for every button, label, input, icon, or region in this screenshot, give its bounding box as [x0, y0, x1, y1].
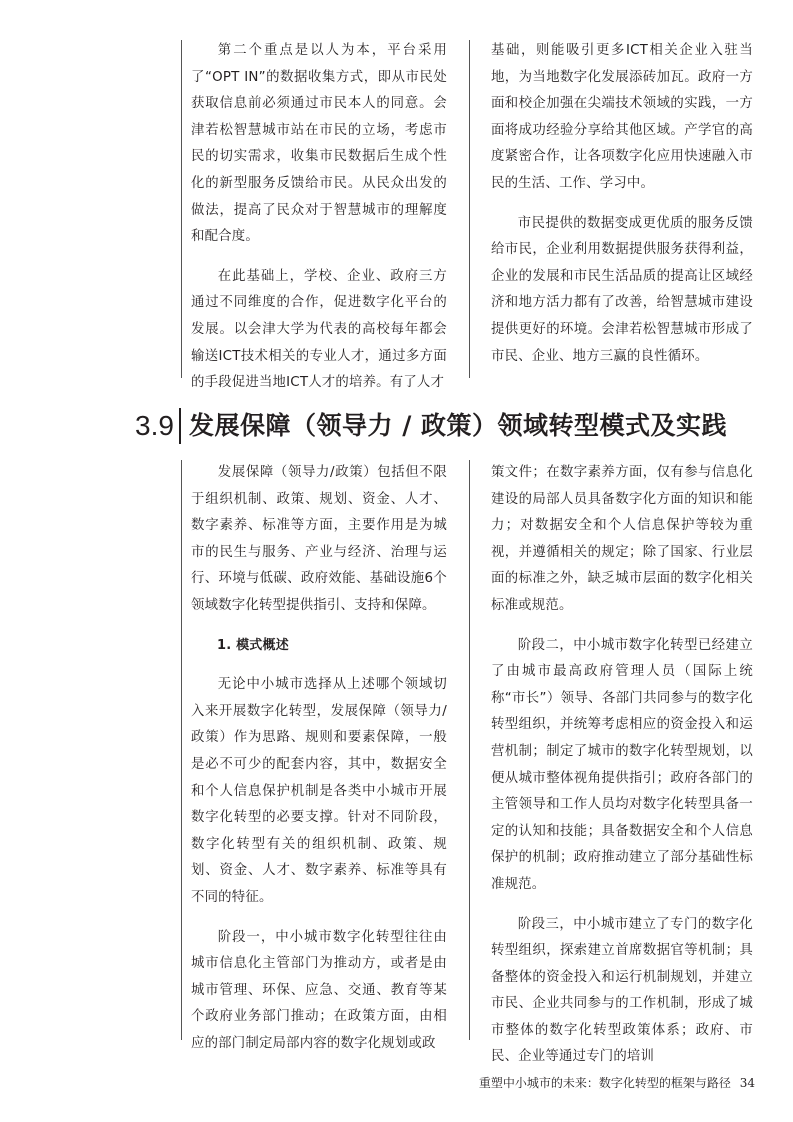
top-middle-rule [469, 40, 470, 378]
footer-title: 重塑中小城市的未来：数字化转型的框架与路径 [478, 1076, 731, 1090]
paragraph: 策文件；在数字素养方面，仅有参与信息化建设的局部人员具备数字化方面的知识和能力；对数据安全和个人信息保护等较为重视，并遵循相关的规定；除了国家、行业层面的标准之外，缺乏城市层面的数字化相关标准或规范。 [491, 465, 753, 613]
bottom-middle-rule [469, 460, 470, 1040]
paragraph: 阶段三，中小城市建立了专门的数字化转型组织，探索建立首席数据官等机制；具备整体的资金投入和运行机制规划，并建立市民、企业共同参与的工作机制，形成了城市整体的数字化转型政策体系；政府、市民、企业等通过专门的培训 [491, 916, 753, 1065]
paragraph: 阶段二，中小城市数字化转型已经建立了由城市最高政府管理人员（国际上统称“市长”）领导、各部门共同参与的数字化转型组织，并统筹考虑相应的资金投入和运营机制；制定了城市的数字化转型规划，以便从城市整体视角提供指引；政府各部门的主管领导和工作人员均对数字化转型具备一定的认知和技能；具备数据安全和个人信息保护的机制；政府推动建立了部分基础性标准规范。 [491, 637, 753, 892]
bottom-left-rule [181, 460, 182, 1040]
paragraph: 市民提供的数据变成更优质的服务反馈给市民，企业利用数据提供服务获得利益，企业的发展和市民生活品质的提高让区域经济和地方活力都有了改善，给智慧城市建设提供更好的环境。会津若松智慧城市形成了市民、企业、地方三赢的良性循环。 [491, 215, 753, 364]
page-footer [479, 1074, 755, 1091]
paragraph: 基础，则能吸引更多ICT相关企业入驻当地，为当地数字化发展添砖加瓦。政府一方面和校企加强在尖端技术领域的实践，一方面将成功经验分享给其他区域。产学官的高度紧密合作，让各项数字化应用快速融入市民的生活、工作、学习中。 [491, 43, 753, 191]
bottom-right-column [491, 460, 753, 1071]
section-number: 3.9 [135, 410, 174, 441]
paragraph: 发展保障（领导力/政策）包括但不限于组织机制、政策、规划、资金、人才、数字素养、标准等方面，主要作用是为城市的民生与服务、产业与经济、治理与运行、环境与低碳、政府效能、基础设施6个领域数字化转型提供指引、支持和保障。 [191, 465, 447, 613]
top-right-column [491, 38, 753, 370]
page-number: 34 [739, 1076, 755, 1090]
top-left-column [191, 38, 447, 397]
subsection-heading: 1. 模式概述 [217, 637, 289, 653]
bottom-left-column [191, 460, 447, 1057]
paragraph: 第二个重点是以人为本，平台采用了“OPT IN”的数据收集方式，即从市民处获取信息前必须通过市民本人的同意。会津若松智慧城市站在市民的立场，考虑市民的切实需求，收集市民数据后生成个性化的新型服务反馈给市民。从民众出发的做法，提高了民众对于智慧城市的理解度和配合度。 [191, 43, 447, 245]
section-divider [179, 408, 181, 444]
section-title: 发展保障（领导力 / 政策）领域转型模式及实践 [189, 411, 728, 440]
paragraph: 无论中小城市选择从上述哪个领域切入来开展数字化转型，发展保障（领导力/政策）作为思路、规则和要素保障，一般是必不可少的配套内容，其中，数据安全和个人信息保护机制是各类中小城市开展数字化转型的必要支撑。针对不同阶段，数字化转型有关的组织机制、政策、规划、资金、人才、数字素养、标准等具有不同的特征。 [191, 677, 447, 905]
top-left-rule [181, 40, 182, 378]
paragraph: 在此基础上，学校、企业、政府三方通过不同维度的合作，促进数字化平台的发展。以会津大学为代表的高校每年都会输送ICT技术相关的专业人才，通过多方面的手段促进当地ICT人才的培养。有了人才 [191, 268, 447, 391]
paragraph: 阶段一，中小城市数字化转型往往由城市信息化主管部门为推动方，或者是由城市管理、环保、应急、交通、教育等某个政府业务部门推动；在政策方面，由相应的部门制定局部内容的数字化规划或政 [191, 929, 447, 1051]
